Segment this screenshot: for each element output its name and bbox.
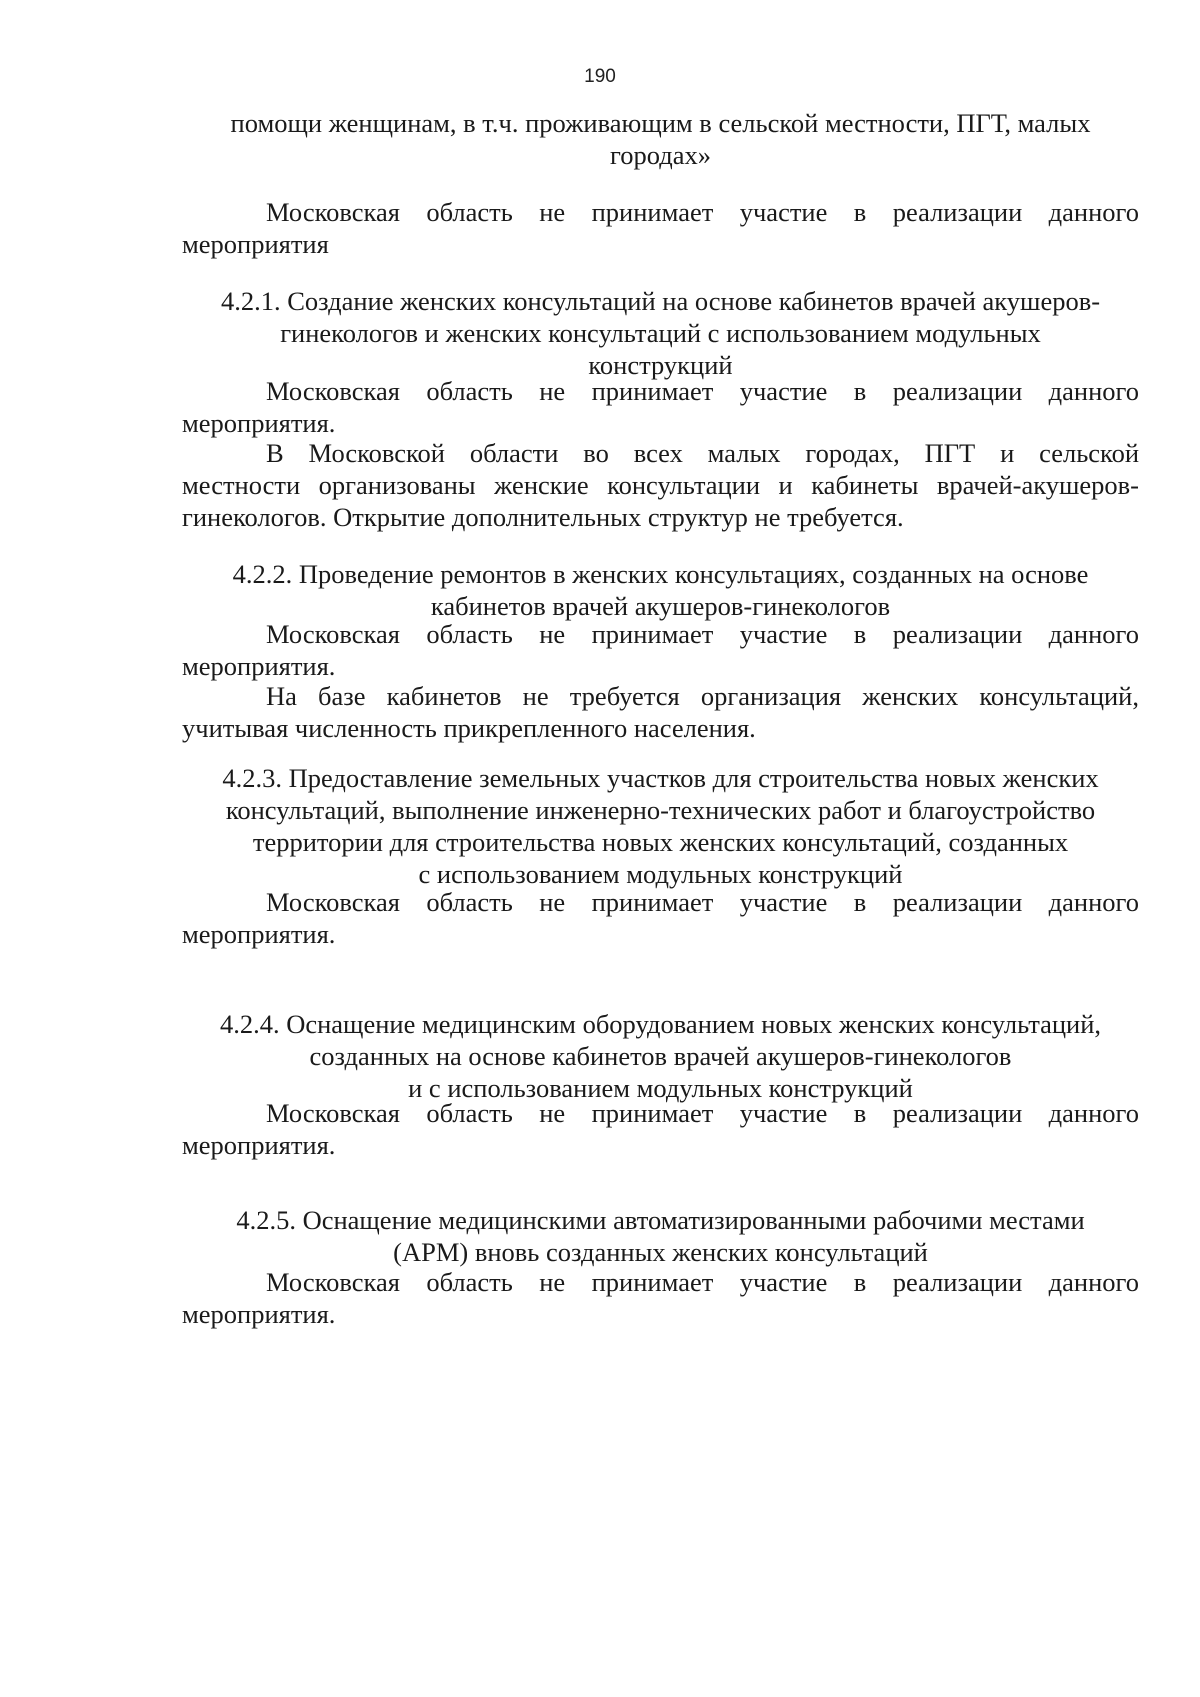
section-4-2-2-heading: [182, 558, 1139, 622]
heading-line: помощи женщинам, в т.ч. проживающим в сельской местности, ПГТ, малых: [230, 108, 1091, 138]
heading-line: 4.2.4. Оснащение медицинским оборудованием новых женских консультаций,: [219, 1009, 1102, 1039]
section-4-2-3-heading: [182, 762, 1139, 890]
paragraph-line: Московская область не принимает участие в реализации данного: [266, 1098, 1139, 1128]
heading-line: (АРМ) вновь созданных женских консультаций: [393, 1237, 928, 1267]
section-4-2-1-heading: [182, 285, 1139, 381]
paragraph-line: Московская область не принимает участие в реализации данного: [266, 619, 1139, 649]
section-4-2-4-heading: [182, 1008, 1139, 1104]
paragraph-line: мероприятия.: [182, 651, 336, 681]
paragraph-line: учитывая численность прикрепленного населения.: [182, 713, 756, 743]
heading-line: консультаций, выполнение инженерно-технических работ и благоустройство: [225, 795, 1096, 825]
heading-line: 4.2.3. Предоставление земельных участков для строительства новых женских: [222, 763, 1099, 793]
heading-line: кабинетов врачей акушеров-гинекологов: [430, 591, 891, 621]
paragraph-line: мероприятия.: [182, 1130, 336, 1160]
section-4-2-2-paragraph-2: [182, 680, 1139, 744]
intro-heading: [182, 107, 1139, 171]
heading-line: гинекологов и женских консультаций с использованием модульных: [280, 318, 1041, 348]
heading-line: и с использованием модульных конструкций: [408, 1073, 913, 1103]
paragraph-line: местности организованы женские консультации и кабинеты врачей-акушеров-: [182, 470, 1139, 500]
heading-line: территории для строительства новых женских консультаций, созданных: [252, 827, 1069, 857]
paragraph-line: мероприятия.: [182, 408, 336, 438]
section-4-2-5-heading: [182, 1204, 1139, 1268]
paragraph-line: мероприятия.: [182, 919, 336, 949]
heading-line: 4.2.1. Создание женских консультаций на основе кабинетов врачей акушеров-: [220, 286, 1101, 316]
heading-line: конструкций: [588, 350, 733, 380]
paragraph-line: мероприятия: [182, 229, 329, 259]
heading-line: с использованием модульных конструкций: [418, 859, 903, 889]
paragraph-line: Московская область не принимает участие в реализации данного: [266, 376, 1139, 406]
heading-line: городах»: [610, 140, 711, 170]
page-number: 190: [584, 66, 616, 87]
section-4-2-1-paragraph-2: [182, 437, 1139, 533]
paragraph-line: Московская область не принимает участие в реализации данного: [266, 887, 1139, 917]
section-4-2-2-paragraph-1: [182, 618, 1139, 682]
paragraph-line: гинекологов. Открытие дополнительных структур не требуется.: [182, 502, 904, 532]
section-4-2-3-paragraph-1: [182, 886, 1139, 950]
intro-paragraph: [182, 196, 1139, 260]
paragraph-line: Московская область не принимает участие в реализации данного: [266, 1267, 1139, 1297]
section-4-2-5-paragraph-1: [182, 1266, 1139, 1330]
paragraph-line: В Московской области во всех малых городах, ПГТ и сельской: [266, 438, 1139, 468]
paragraph-line: Московская область не принимает участие в реализации данного: [266, 197, 1139, 227]
heading-line: 4.2.5. Оснащение медицинскими автоматизированными рабочими местами: [236, 1205, 1085, 1235]
paragraph-line: На базе кабинетов не требуется организация женских консультаций,: [266, 681, 1139, 711]
paragraph-line: мероприятия.: [182, 1299, 336, 1329]
section-4-2-1-paragraph-1: [182, 375, 1139, 439]
section-4-2-4-paragraph-1: [182, 1097, 1139, 1161]
heading-line: созданных на основе кабинетов врачей акушеров-гинекологов: [309, 1041, 1012, 1071]
heading-line: 4.2.2. Проведение ремонтов в женских консультациях, созданных на основе: [232, 559, 1089, 589]
